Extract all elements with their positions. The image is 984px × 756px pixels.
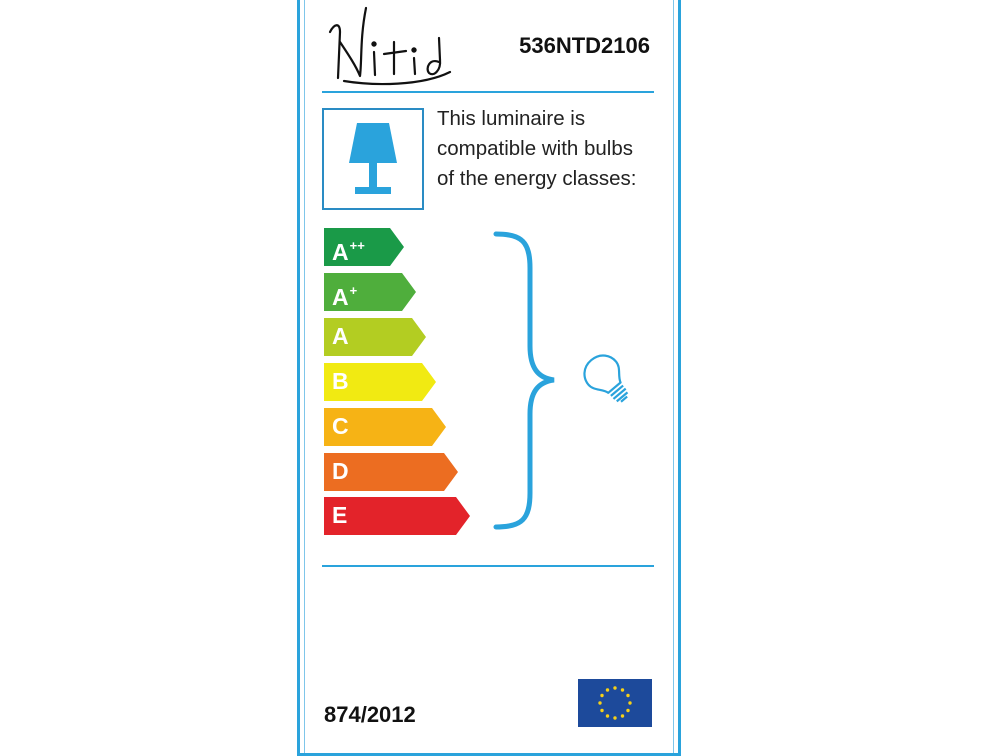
energy-class-d xyxy=(324,453,458,491)
energy-class-c xyxy=(324,408,446,446)
brand-signature-logo xyxy=(326,2,454,86)
light-bulb-icon xyxy=(578,350,638,410)
eu-star xyxy=(600,694,603,697)
energy-class-letter xyxy=(332,456,349,486)
energy-class-letter-main: A xyxy=(332,239,349,265)
eu-star xyxy=(613,686,616,689)
top-divider xyxy=(322,91,654,93)
energy-class-aplus xyxy=(324,273,416,311)
eu-star xyxy=(606,714,609,717)
eu-flag-icon xyxy=(578,679,652,727)
bottom-divider xyxy=(322,565,654,567)
eu-star xyxy=(628,701,631,704)
energy-class-letter xyxy=(332,500,347,530)
compatibility-line: compatible with bulbs xyxy=(437,137,633,160)
energy-class-letter xyxy=(332,321,349,351)
compatibility-text xyxy=(437,104,672,194)
eu-star xyxy=(613,716,616,719)
energy-class-letter-main: D xyxy=(332,458,349,484)
energy-class-letter xyxy=(332,366,349,396)
energy-class-letter-main: A xyxy=(332,284,349,310)
right-curly-brace xyxy=(492,228,562,533)
eu-star xyxy=(626,709,629,712)
regulation-number: 874/2012 xyxy=(324,702,416,727)
energy-class-b xyxy=(324,363,436,401)
energy-class-letter-main: E xyxy=(332,502,348,528)
eu-star xyxy=(606,688,609,691)
energy-class-superscript: + xyxy=(349,283,358,298)
energy-class-e xyxy=(324,497,470,535)
energy-class-letter xyxy=(332,411,349,441)
energy-class-a xyxy=(324,318,426,356)
energy-class-letter xyxy=(332,231,365,267)
eu-star xyxy=(598,701,601,704)
energy-class-letter-main: A xyxy=(332,323,349,349)
energy-class-superscript: ++ xyxy=(349,238,365,253)
eu-star xyxy=(621,688,624,691)
model-code: 536NTD2106 xyxy=(519,33,650,58)
eu-star xyxy=(621,714,624,717)
eu-star xyxy=(600,709,603,712)
eu-star xyxy=(626,694,629,697)
lamp-icon-box xyxy=(322,108,424,210)
table-lamp-icon xyxy=(343,119,403,199)
energy-class-aplusplus xyxy=(324,228,404,266)
compatibility-line: of the energy classes: xyxy=(437,167,637,190)
energy-class-letter-main: B xyxy=(332,368,349,394)
energy-class-letter xyxy=(332,276,357,312)
compatibility-line: This luminaire is xyxy=(437,107,586,130)
energy-class-letter-main: C xyxy=(332,413,349,439)
